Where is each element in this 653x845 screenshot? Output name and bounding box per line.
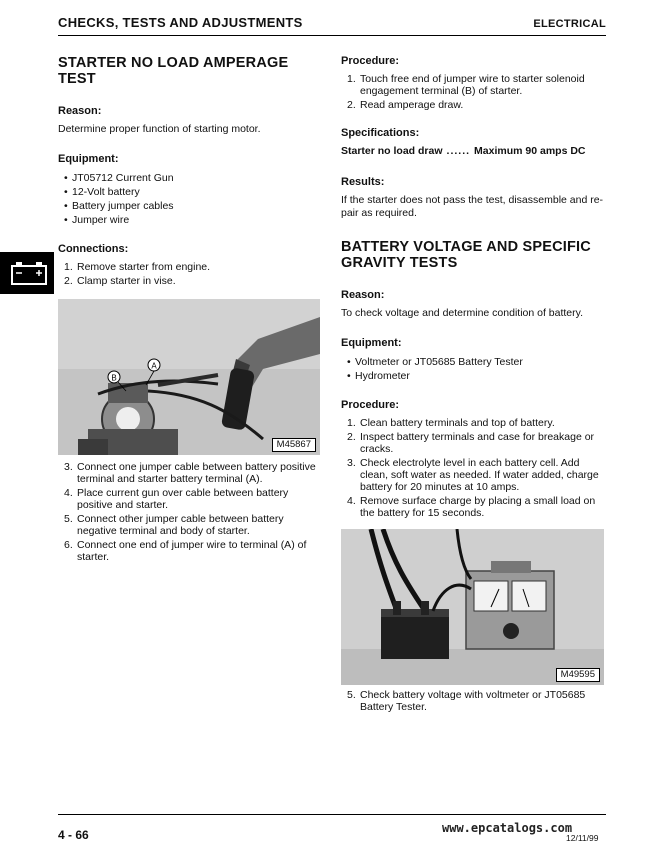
battery-tester-illustration (341, 529, 604, 685)
electrical-section-tab (0, 252, 54, 294)
callout-b: B (111, 373, 117, 383)
list-item: • JT05712 Current Gun (64, 171, 322, 185)
starter-test-photo (58, 299, 320, 455)
results-heading: Results: (341, 176, 385, 188)
battery-icon (0, 252, 54, 294)
equipment-list (347, 355, 605, 383)
list-item: 2. Inspect battery terminals and case for breakage or cracks. (347, 431, 595, 455)
list-item: 2. Clamp starter in vise. (64, 275, 176, 287)
spec-label: Starter no load draw (341, 145, 443, 157)
list-item: 1. Clean battery terminals and top of battery. (347, 417, 555, 429)
list-item: • Hydrometer (347, 369, 605, 383)
right-column (341, 55, 605, 729)
reason-heading: Reason: (341, 289, 385, 301)
figure-label: M45867 (272, 438, 316, 452)
list-item: 5. Connect other jumper cable between battery negative terminal and body of starter. (64, 513, 284, 537)
watermark: www.epcatalogs.com (442, 821, 573, 835)
figure-label: M49595 (556, 668, 600, 682)
footer-rule (58, 814, 606, 815)
list-item: 1. Touch free end of jumper wire to starter solenoid engagement terminal (B) of starter. (347, 73, 585, 97)
list-item: 4. Place current gun over cable between battery positive and starter. (64, 487, 289, 511)
equipment-list (64, 171, 322, 227)
procedure-list (347, 73, 605, 111)
procedure-list (347, 417, 605, 519)
specification-row (341, 145, 605, 158)
list-item: • Voltmeter or JT05685 Battery Tester (347, 355, 605, 369)
procedure-list-continued (347, 689, 605, 713)
list-item: 1. Remove starter from engine. (64, 261, 211, 273)
reason-text: Determine proper function of starting motor. (58, 123, 261, 135)
chapter-title: ELECTRICAL (533, 18, 606, 30)
specifications-heading: Specifications: (341, 127, 420, 139)
list-item: 2. Read amperage draw. (347, 99, 464, 111)
revision-date: 12/11/99 (566, 833, 599, 843)
list-item: • Battery jumper cables (64, 199, 322, 213)
starter-test-title: STARTER NO LOAD AMPERAGE TEST (58, 55, 289, 87)
list-item: 3. Check electrolyte level in each battery cell. Add clean, soft water as needed. If water added, charge battery for 20 minutes at 10 amps. (347, 457, 599, 493)
reason-heading: Reason: (58, 105, 102, 117)
page-number: 4 - 66 (58, 828, 89, 842)
spec-value: Maximum 90 amps DC (474, 145, 586, 157)
procedure-heading: Procedure: (341, 55, 400, 67)
procedure-heading: Procedure: (341, 399, 400, 411)
left-column (58, 55, 322, 579)
connections-heading: Connections: (58, 243, 129, 255)
battery-tester-photo (341, 529, 604, 685)
connection-steps (64, 461, 322, 563)
list-item: • Jumper wire (64, 213, 322, 227)
spec-leader: ...... (446, 145, 471, 157)
results-text: If the starter does not pass the test, disassemble and re-pair as required. (341, 194, 604, 219)
page-header (58, 14, 606, 36)
callout-a: A (151, 361, 157, 371)
battery-test-title: BATTERY VOLTAGE AND SPECIFIC GRAVITY TESTS (341, 239, 591, 271)
list-item: 4. Remove surface charge by placing a small load on the battery for 15 seconds. (347, 495, 596, 519)
list-item: 3. Connect one jumper cable between battery positive terminal and starter battery terminal (A). (64, 461, 316, 485)
list-item: • 12-Volt battery (64, 185, 322, 199)
connections-list (64, 261, 322, 287)
starter-motor-illustration (58, 299, 320, 455)
equipment-heading: Equipment: (341, 337, 402, 349)
reason-text: To check voltage and determine condition of battery. (341, 307, 584, 319)
list-item: 5. Check battery voltage with voltmeter or JT05685 Battery Tester. (347, 689, 586, 713)
section-title: CHECKS, TESTS AND ADJUSTMENTS (58, 15, 303, 30)
equipment-heading: Equipment: (58, 153, 119, 165)
list-item: 6. Connect one end of jumper wire to terminal (A) of starter. (64, 539, 307, 563)
